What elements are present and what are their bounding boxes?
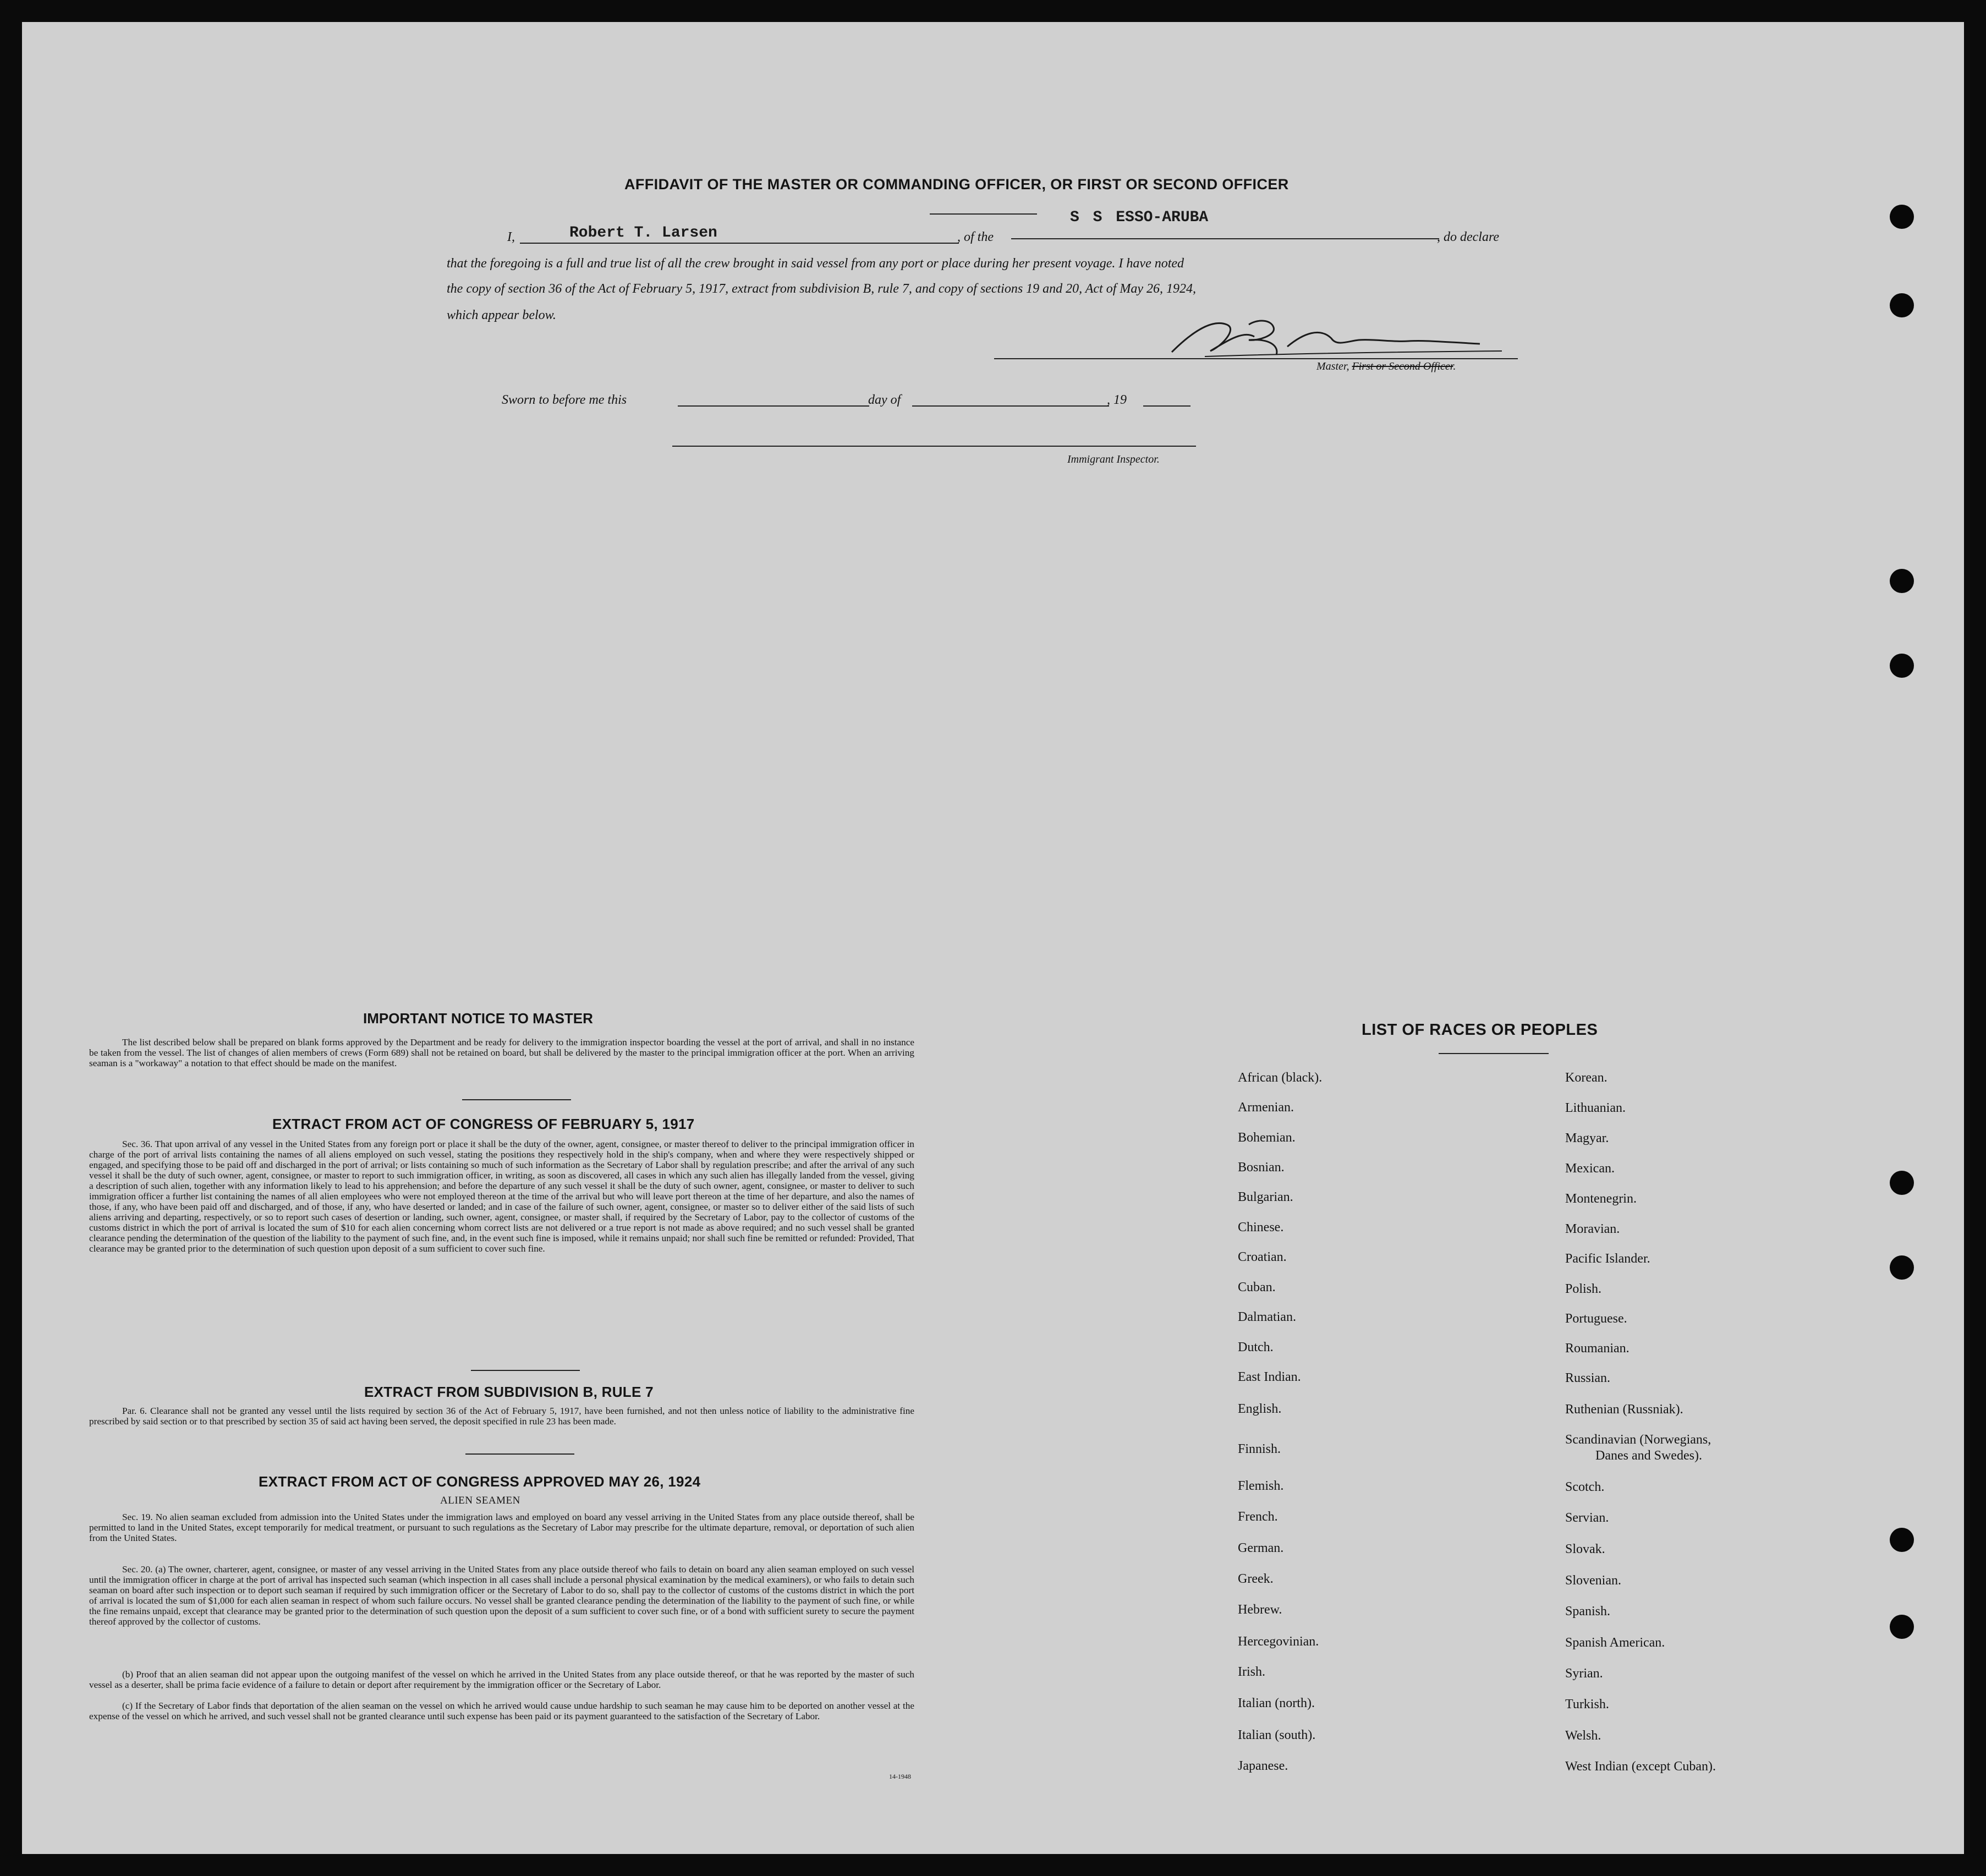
race-item: English. xyxy=(1238,1402,1282,1416)
divider xyxy=(462,1099,571,1100)
sworn-day-line xyxy=(678,405,869,407)
sec20a-text: Sec. 20. (a) The owner, charterer, agent, consignee, or master of any vessel arriving in the United States from any place outside thereof who fails to detain on board any alien seaman employed on such vessel until the immigration officer in charge at the port of arrival has inspected such seaman (which inspection in all cases shall include a personal physical examination by the medical examiners), or who fails to detain such seaman on board after such inspection or to deport such seaman if required by such immigration officer or the Secretary of Labor to do so, shall pay to the collector of customs of the customs district in which the port of arrival is located the sum of $1,000 for each alien seaman in respect of whom such failure occurs. No vessel shall be granted clearance pending the determination of the liability to the payment of such fine, or while the fine remains unpaid, except that clearance may be granted prior to the determination of such question upon the deposit of a sum sufficient to cover such fine, or of a bond with sufficient surety to secure the payment thereof approved by the collector of customs. xyxy=(89,1564,914,1627)
race-item: Croatian. xyxy=(1238,1250,1287,1264)
race-item: Greek. xyxy=(1238,1572,1274,1586)
sec20b-text: (b) Proof that an alien seaman did not appear upon the outgoing manifest of the vessel on which he arrived in the United States from any place outside thereof, or that he was reported by the master of such vessel as a deserter, shall be prima facie evidence of a failure to detain or deport after requirement by the immigration officer or the Secretary of Labor. xyxy=(89,1669,914,1690)
caption-master: Master, xyxy=(1316,360,1349,372)
punch-hole xyxy=(1890,654,1914,678)
race-item: French. xyxy=(1238,1510,1278,1524)
race-item: Hebrew. xyxy=(1238,1603,1282,1617)
punch-hole xyxy=(1890,1255,1914,1280)
race-item: Pacific Islander. xyxy=(1565,1252,1650,1266)
divider xyxy=(465,1453,574,1455)
punch-hole xyxy=(1890,293,1914,317)
inspector-line xyxy=(672,446,1196,447)
extract-1924-title: EXTRACT FROM ACT OF CONGRESS APPROVED MAY 26, 1924 xyxy=(259,1473,701,1490)
caption-period: . xyxy=(1453,360,1456,372)
race-item: Ruthenian (Russniak). xyxy=(1565,1402,1683,1417)
race-item: Slovenian. xyxy=(1565,1573,1621,1588)
divider xyxy=(1439,1053,1549,1054)
race-item: Spanish American. xyxy=(1565,1636,1665,1650)
race-item: Scandinavian (Norwegians, xyxy=(1565,1433,1711,1447)
race-item: Korean. xyxy=(1565,1071,1608,1085)
race-item: Bosnian. xyxy=(1238,1160,1285,1175)
inspector-caption: Immigrant Inspector. xyxy=(1067,453,1160,465)
declare-label: , do declare xyxy=(1437,230,1500,244)
master-name-value: Robert T. Larsen xyxy=(569,224,717,242)
race-item: Servian. xyxy=(1565,1511,1609,1525)
extract-1924-subtitle: ALIEN SEAMEN xyxy=(440,1495,520,1506)
race-item: Italian (north). xyxy=(1238,1696,1315,1710)
race-item: Finnish. xyxy=(1238,1442,1281,1456)
race-item: Chinese. xyxy=(1238,1220,1284,1235)
rule7-title: EXTRACT FROM SUBDIVISION B, RULE 7 xyxy=(364,1384,654,1400)
divider xyxy=(471,1370,580,1371)
vessel-line xyxy=(1011,238,1439,239)
race-item: Armenian. xyxy=(1238,1100,1294,1115)
race-item: Hercegovinian. xyxy=(1238,1634,1319,1649)
race-item: Scotch. xyxy=(1565,1480,1605,1494)
punch-hole xyxy=(1890,205,1914,229)
signature-caption xyxy=(1316,360,1456,373)
race-item: Bulgarian. xyxy=(1238,1190,1293,1204)
race-item: Russian. xyxy=(1565,1371,1611,1385)
race-item: Irish. xyxy=(1238,1665,1265,1679)
sworn-label: Sworn to before me this xyxy=(502,393,627,407)
race-item: Spanish. xyxy=(1565,1604,1611,1619)
punch-hole xyxy=(1890,1528,1914,1552)
race-item: Dalmatian. xyxy=(1238,1310,1296,1324)
race-item: East Indian. xyxy=(1238,1370,1301,1384)
short-rule xyxy=(930,213,1037,215)
sec19-text: Sec. 19. No alien seaman excluded from admission into the United States under the immigration laws and employed on board any vessel arriving in the United States from any place outside thereof, shall be permitted to land in the United States, except temporarily for medical treatment, or pursuant to such regulations as the Secretary of Labor may prescribe for the ultimate departure, removal, or deportation of such alien from the United States. xyxy=(89,1512,914,1543)
race-item: Bohemian. xyxy=(1238,1131,1296,1145)
punch-hole xyxy=(1890,1615,1914,1639)
year-label: , 19 xyxy=(1107,393,1127,407)
i-label: I, xyxy=(507,230,515,244)
race-item: Slovak. xyxy=(1565,1542,1605,1556)
race-item: Cuban. xyxy=(1238,1280,1276,1294)
form-number: 14-1948 xyxy=(889,1773,911,1780)
races-title: LIST OF RACES OR PEOPLES xyxy=(1362,1021,1598,1039)
punch-hole xyxy=(1890,1171,1914,1195)
of-label: , of the xyxy=(957,230,994,244)
master-signature xyxy=(1161,308,1518,369)
race-item: Lithuanian. xyxy=(1565,1101,1626,1115)
race-item: Japanese. xyxy=(1238,1759,1288,1773)
sworn-month-line xyxy=(912,405,1109,407)
race-item: Turkish. xyxy=(1565,1697,1609,1712)
race-item: Moravian. xyxy=(1565,1222,1620,1236)
race-item: Dutch. xyxy=(1238,1340,1274,1354)
race-item: Italian (south). xyxy=(1238,1728,1316,1742)
race-item: German. xyxy=(1238,1541,1284,1555)
rule7-text: Par. 6. Clearance shall not be granted any vessel until the lists required by section 36 of the Act of February 5, 1917, have been furnished, and not then unless notice of liability to the administrative fine prescribed by said section or to that prescribed by section 35 of said act having been served, the deposit specified in rule 23 has been made. xyxy=(89,1406,914,1427)
race-item: West Indian (except Cuban). xyxy=(1565,1759,1716,1774)
race-item: Mexican. xyxy=(1565,1161,1615,1176)
race-item: Flemish. xyxy=(1238,1479,1284,1493)
caption-first-second: First or Second Officer xyxy=(1352,360,1453,372)
notice-text: The list described below shall be prepared on blank forms approved by the Department and be ready for delivery to the immigration inspector boarding the vessel at the port of arrival, and shall in no instance be taken from the vessel. The list of changes of alien members of crews (Form 689) shall not be retained on board, but shall be delivered by the master to the principal immigration officer at the port. When an arriving seaman is a "workaway" a notation to that effect should be made on the manifest. xyxy=(89,1037,914,1068)
extract-1917-title: EXTRACT FROM ACT OF CONGRESS OF FEBRUARY 5, 1917 xyxy=(272,1116,695,1132)
race-item: Magyar. xyxy=(1565,1131,1609,1145)
notice-title: IMPORTANT NOTICE TO MASTER xyxy=(363,1010,593,1027)
vessel-value: S S ESSO-ARUBA xyxy=(1070,209,1209,226)
race-item: Welsh. xyxy=(1565,1729,1601,1743)
sec20c-text: (c) If the Secretary of Labor finds that deportation of the alien seaman on the vessel on which he arrived would cause undue hardship to such seaman he may cause him to be deported on another vessel at the expense of the vessel on which he arrived, and such vessel shall not be granted clearance until such expense has been paid or its payment guaranteed to the satisfaction of the Secretary of Labor. xyxy=(89,1701,914,1721)
race-item: Syrian. xyxy=(1565,1666,1603,1681)
race-item: Portuguese. xyxy=(1565,1312,1627,1326)
race-item: Danes and Swedes). xyxy=(1595,1449,1702,1463)
affidavit-body-line3: which appear below. xyxy=(447,308,556,322)
signature-line xyxy=(994,358,1518,359)
punch-hole xyxy=(1890,569,1914,593)
race-item: African (black). xyxy=(1238,1071,1323,1085)
race-item: Polish. xyxy=(1565,1282,1602,1296)
affidavit-title: AFFIDAVIT OF THE MASTER OR COMMANDING OFFICER, OR FIRST OR SECOND OFFICER xyxy=(624,176,1289,193)
master-name-line xyxy=(520,243,959,244)
affidavit-body-line2: the copy of section 36 of the Act of February 5, 1917, extract from subdivision B, rule 7, and copy of sections 19 and 20, Act of May 26, 1924, xyxy=(447,282,1197,296)
affidavit-body-line1: that the foregoing is a full and true list of all the crew brought in said vessel from any port or place during her present voyage. I have noted xyxy=(447,256,1184,271)
extract-1917-text: Sec. 36. That upon arrival of any vessel in the United States from any foreign port or place it shall be the duty of the owner, agent, consignee, or master thereof to deliver to the principal immigration officer in charge of the port of arrival lists containing the names of all aliens employed on such vessel, stating the positions they respectively hold in the ship's company, when and where they were respectively shipped or engaged, and specifying those to be paid off and discharged in the port of arrival; or lists containing so much of such information as the Secretary of Labor shall by regulation prescribe; and after the arrival of any such vessel it shall be the duty of such owner, agent, consignee, or master to report to such immigration officer, in writing, as soon as discovered, all cases in which any such alien has illegally landed from the vessel, giving a description of such alien, together with any information likely to lead to his apprehension; and before the departure of any such vessel it shall be the duty of such owner, agent, consignee, or master to deliver to such immigration officer a further list containing the names of all alien employees who were not employed thereon at the time of the arrival but who will leave port thereon at the time of her departure, and also the names of those, if any, who have been paid off and discharged, and of those, if any, who have deserted or landed; and in case of the failure of such owner, agent, consignee, or master so to deliver either of the said lists of such aliens arriving and departing, respectively, or so to report such cases of desertion or landing, such owner, agent, consignee, or master shall, if required by the Secretary of Labor, pay to the collector of customs of the customs district in which the port of arrival is located the sum of $10 for each alien concerning whom correct lists are not delivered or a true report is not made as above required; and no such vessel shall be granted clearance pending the determination of the question of the liability to the payment of such fine, and, in the event such fine is imposed, while it remains unpaid; nor shall such fine be remitted or refunded: Provided, That clearance may be granted prior to the determination of such question upon deposit of a sum sufficient to cover such fine. xyxy=(89,1139,914,1254)
day-of-label: day of xyxy=(868,393,901,407)
race-item: Roumanian. xyxy=(1565,1341,1630,1356)
race-item: Montenegrin. xyxy=(1565,1192,1637,1206)
sworn-year-line xyxy=(1143,405,1190,407)
